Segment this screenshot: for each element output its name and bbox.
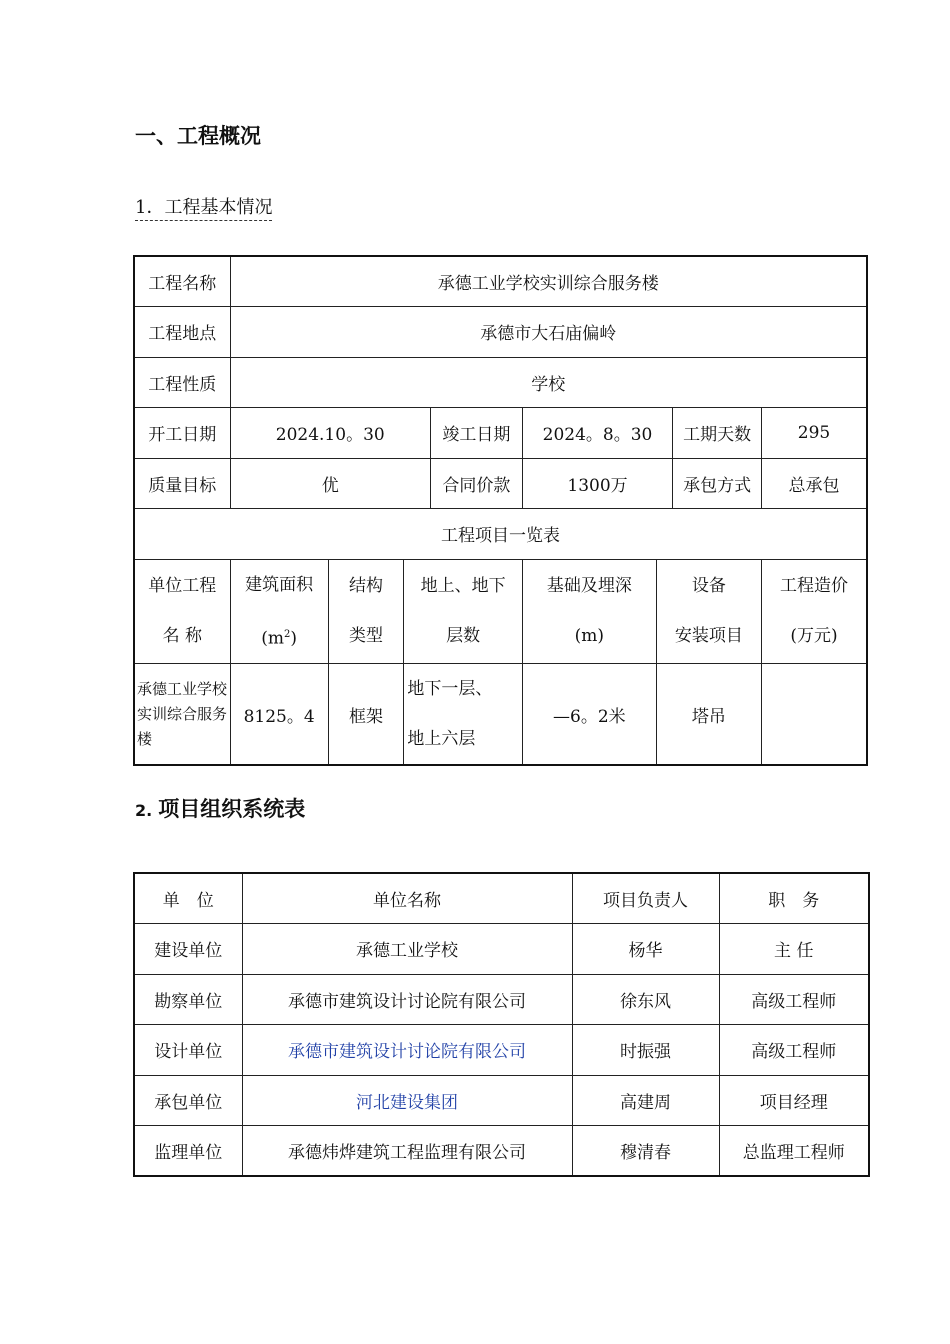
quality-target-value: 优 [230,458,430,509]
duration-value: 295 [762,408,867,459]
row-floors-line1: 地下一层、 [407,679,493,700]
org-name: 承德炜烨建筑工程监理有限公司 [242,1126,572,1177]
org-unit: 勘察单位 [134,974,242,1025]
finish-date-label: 竣工日期 [430,408,522,459]
project-name-label: 工程名称 [134,256,230,307]
subsection-heading-basic-info: 1．工程基本情况 [135,193,272,221]
col-header-structure [328,559,404,664]
org-header-name: 单位名称 [242,873,572,924]
col-header-floors [404,559,523,664]
finish-date-value: 2024。8。30 [522,408,672,459]
row-floors-line2: 地上六层 [407,729,476,750]
table-row [134,1126,869,1177]
area-unit-close: ) [290,628,298,649]
org-title: 高级工程师 [719,974,869,1025]
row-cost [762,664,867,766]
contract-mode-label: 承包方式 [673,458,762,509]
start-date-value: 2024.10。30 [230,408,430,459]
table-row [134,1025,869,1076]
project-nature-label: 工程性质 [134,357,230,408]
quality-target-label: 质量目标 [134,458,230,509]
row-structure: 框架 [328,664,404,766]
col-header-foundation-line2: (m) [574,626,605,647]
org-person: 徐东风 [572,974,719,1025]
section-number: 2. [135,801,153,820]
col-header-area [230,559,328,664]
area-unit-open: (m [261,628,285,649]
project-list-title: 工程项目一览表 [134,509,867,560]
org-unit: 承包单位 [134,1075,242,1126]
project-name-value: 承德工业学校实训综合服务楼 [230,256,867,307]
duration-label: 工期天数 [673,408,762,459]
col-header-cost [762,559,867,664]
org-name-link[interactable]: 河北建设集团 [242,1075,572,1126]
col-header-area-line1: 建筑面积 [245,574,314,595]
col-header-foundation [522,559,656,664]
col-header-structure-line2: 类型 [349,626,384,647]
col-header-cost-line2: (万元) [790,626,838,647]
col-header-structure-line1: 结构 [349,576,384,597]
section-heading-organization [135,793,305,823]
project-nature-value: 学校 [230,357,867,408]
col-header-floors-line2: 层数 [446,626,481,647]
section-heading-overview: 一、工程概况 [135,124,261,148]
col-header-area-line2 [233,610,326,664]
org-header-row [134,873,869,924]
org-name-link[interactable]: 承德市建筑设计讨论院有限公司 [242,1025,572,1076]
org-unit: 监理单位 [134,1126,242,1177]
col-header-equipment-line2: 安装项目 [674,626,743,647]
table-row [134,924,869,975]
org-title: 项目经理 [719,1075,869,1126]
org-name: 承德市建筑设计讨论院有限公司 [242,974,572,1025]
col-header-equipment [656,559,761,664]
project-basic-info-table [133,255,868,766]
org-person: 杨华 [572,924,719,975]
contract-price-value: 1300万 [522,458,672,509]
start-date-label: 开工日期 [134,408,230,459]
row-foundation: —6。2米 [522,664,656,766]
col-header-cost-line1: 工程造价 [780,576,849,597]
col-header-unit-line2: 名 称 [162,626,202,647]
table-row [134,974,869,1025]
col-header-unit [134,559,230,664]
col-header-foundation-line1: 基础及埋深 [546,576,632,597]
organization-table [133,872,870,1177]
col-header-floors-line1: 地上、地下 [420,576,506,597]
row-equipment: 塔吊 [656,664,761,766]
row-area: 8125。4 [230,664,328,766]
org-person: 时振强 [572,1025,719,1076]
org-person: 穆清春 [572,1126,719,1177]
col-header-equipment-line1: 设备 [691,576,726,597]
org-title: 总监理工程师 [719,1126,869,1177]
org-header-title: 职 务 [719,873,869,924]
org-header-person: 项目负责人 [572,873,719,924]
col-header-unit-line1: 单位工程 [148,576,217,597]
section-title: 项目组织系统表 [158,797,306,821]
org-title: 主 任 [719,924,869,975]
project-location-label: 工程地点 [134,307,230,358]
org-unit: 建设单位 [134,924,242,975]
project-location-value: 承德市大石庙偏岭 [230,307,867,358]
org-unit: 设计单位 [134,1025,242,1076]
row-unit-name: 承德工业学校实训综合服务楼 [134,664,230,766]
table-row [134,1075,869,1126]
contract-mode-value: 总承包 [762,458,867,509]
contract-price-label: 合同价款 [430,458,522,509]
row-floors [404,664,523,766]
org-title: 高级工程师 [719,1025,869,1076]
org-name: 承德工业学校 [242,924,572,975]
area-unit-sup: 2 [284,628,291,640]
org-person: 高建周 [572,1075,719,1126]
org-header-unit: 单 位 [134,873,242,924]
